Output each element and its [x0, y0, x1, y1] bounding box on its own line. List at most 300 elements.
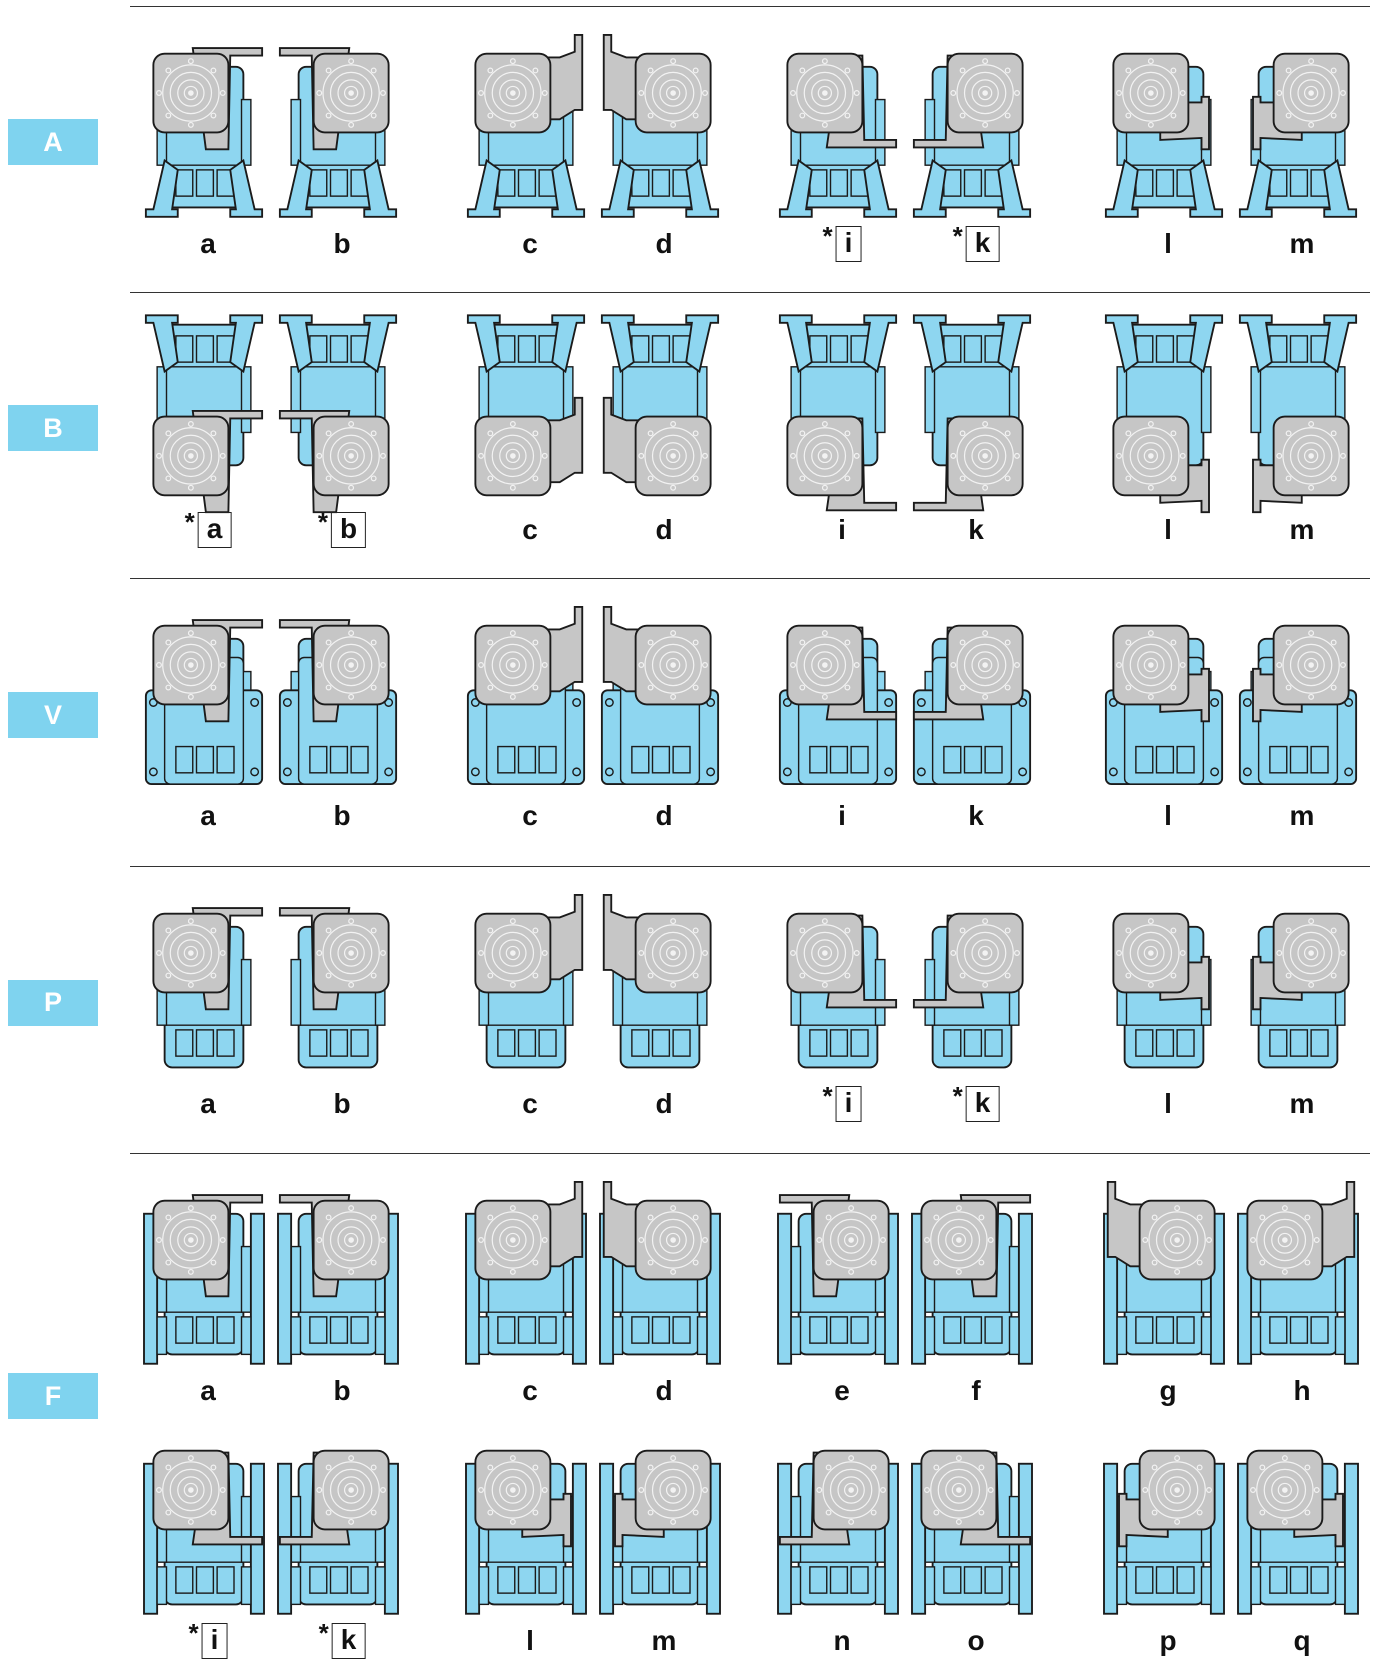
- bolt-hole: [472, 768, 480, 776]
- position-label: [833, 1621, 850, 1661]
- gearbox-unit-b: [278, 314, 398, 504]
- position-letter: m: [1289, 514, 1315, 545]
- section-badge: B: [8, 405, 98, 451]
- position-letter: h: [1293, 1375, 1311, 1406]
- housing-window: [632, 1030, 649, 1056]
- bolt-hole: [1345, 768, 1353, 776]
- housing-window: [831, 747, 848, 773]
- position-label: [1159, 1621, 1176, 1661]
- housing-rib: [876, 367, 885, 433]
- housing-window: [1270, 1567, 1287, 1593]
- housing-rib: [242, 367, 251, 433]
- housing-window: [331, 336, 348, 362]
- gearbox-unit-c: [466, 600, 586, 790]
- position-label: [522, 1371, 538, 1411]
- housing-window: [810, 1567, 827, 1593]
- position-label: [1293, 1621, 1310, 1661]
- position-label: [318, 1617, 366, 1661]
- housing-window: [965, 170, 982, 196]
- section-badge: P: [8, 980, 98, 1026]
- mounting-foot: [914, 315, 946, 371]
- position-label: [184, 506, 232, 550]
- position-label: [838, 510, 846, 550]
- position-label: [655, 1084, 672, 1124]
- position-label: [317, 506, 366, 550]
- position-letter: d: [655, 514, 673, 545]
- mounting-foot: [780, 161, 812, 217]
- gearbox-unit-i: [778, 28, 898, 218]
- gearbox-unit-q: [1238, 1425, 1358, 1615]
- position-letter: i: [202, 1623, 228, 1659]
- gearbox-unit-m: [1238, 314, 1358, 504]
- housing-window: [673, 1567, 690, 1593]
- position-label: [652, 1621, 677, 1661]
- housing-window: [539, 1030, 556, 1056]
- housing-window: [197, 170, 214, 196]
- bolt-hole: [1110, 768, 1118, 776]
- housing-window: [1270, 336, 1287, 362]
- gearbox-unit-i: [778, 888, 898, 1078]
- housing-window: [1157, 336, 1174, 362]
- position-letter: m: [1289, 800, 1315, 831]
- housing-rib: [291, 960, 300, 1026]
- bolt-hole: [573, 699, 581, 707]
- housing-window: [831, 1317, 848, 1343]
- position-letter: c: [522, 1375, 538, 1406]
- position-label: [967, 1621, 984, 1661]
- position-letter: i: [838, 514, 846, 545]
- housing-window: [310, 1567, 327, 1593]
- housing-window: [1311, 747, 1328, 773]
- gearbox-unit-k: [912, 888, 1032, 1078]
- position-letter: b: [333, 800, 351, 831]
- mounting-foot: [1190, 161, 1222, 217]
- position-label: [655, 1371, 672, 1411]
- gearbox-unit-c: [466, 28, 586, 218]
- gearbox-unit-b: [278, 1175, 398, 1365]
- gearbox-unit-b: [278, 600, 398, 790]
- gearbox-unit-f: [912, 1175, 1032, 1365]
- housing-window: [1291, 336, 1308, 362]
- bolt-hole: [251, 768, 259, 776]
- housing-window: [1311, 1317, 1328, 1343]
- gearbox-unit-i: [144, 1425, 264, 1615]
- gearbox-unit-m: [1238, 28, 1358, 218]
- gearbox-unit-k: [912, 28, 1032, 218]
- housing-window: [653, 1567, 670, 1593]
- gearbox-unit-l: [466, 1425, 586, 1615]
- position-label: [1159, 1371, 1176, 1411]
- housing-window: [498, 1567, 515, 1593]
- side-flange: [573, 1464, 586, 1614]
- position-label: [522, 1084, 538, 1124]
- housing-window: [351, 1567, 368, 1593]
- housing-window: [1157, 1567, 1174, 1593]
- position-label: [968, 796, 984, 836]
- housing-window: [1177, 1030, 1194, 1056]
- housing-window: [831, 336, 848, 362]
- section-divider: [130, 6, 1370, 7]
- housing-rib: [291, 100, 300, 166]
- housing-window: [831, 170, 848, 196]
- bolt-hole: [606, 699, 614, 707]
- section-divider: [130, 292, 1370, 293]
- bolt-hole: [918, 699, 926, 707]
- position-letter: q: [1293, 1625, 1311, 1656]
- housing-window: [539, 1567, 556, 1593]
- housing-window: [519, 747, 536, 773]
- housing-window: [519, 1030, 536, 1056]
- housing-window: [498, 747, 515, 773]
- position-label: [971, 1371, 980, 1411]
- housing-window: [1270, 1030, 1287, 1056]
- mounting-foot: [1324, 161, 1356, 217]
- position-letter: k: [332, 1623, 366, 1659]
- housing-window: [310, 747, 327, 773]
- gearbox-unit-d: [600, 314, 720, 504]
- bolt-hole: [385, 768, 393, 776]
- gearbox-unit-a: [144, 314, 264, 504]
- housing-window: [217, 747, 234, 773]
- housing-window: [176, 170, 193, 196]
- bolt-hole: [1244, 699, 1252, 707]
- housing-window: [944, 747, 961, 773]
- position-letter: k: [966, 1086, 1000, 1122]
- position-label: [1290, 510, 1315, 550]
- asterisk-marker: *: [952, 220, 963, 251]
- housing-window: [965, 747, 982, 773]
- housing-window: [1291, 747, 1308, 773]
- position-letter: b: [331, 512, 366, 548]
- housing-rib: [876, 960, 885, 1026]
- position-letter: m: [1289, 228, 1315, 259]
- housing-window: [351, 1030, 368, 1056]
- housing-window: [1136, 1317, 1153, 1343]
- position-letter: o: [967, 1625, 985, 1656]
- housing-window: [810, 747, 827, 773]
- housing-window: [519, 1567, 536, 1593]
- position-letter: a: [200, 1088, 216, 1119]
- gearbox-unit-l: [1104, 888, 1224, 1078]
- position-letter: a: [198, 512, 232, 548]
- position-letter: l: [1164, 800, 1172, 831]
- mounting-foot: [230, 315, 262, 371]
- asterisk-marker: *: [317, 506, 329, 537]
- housing-window: [310, 170, 327, 196]
- position-label: [200, 1084, 216, 1124]
- mounting-foot: [1106, 161, 1138, 217]
- housing-rib: [1251, 367, 1260, 433]
- housing-window: [1157, 170, 1174, 196]
- housing-window: [1157, 1030, 1174, 1056]
- section-badge: V: [8, 692, 98, 738]
- housing-window: [1157, 1317, 1174, 1343]
- gearbox-unit-d: [600, 1175, 720, 1365]
- bolt-hole: [1211, 699, 1219, 707]
- gearbox-unit-a: [144, 28, 264, 218]
- housing-window: [810, 170, 827, 196]
- housing-window: [965, 1317, 982, 1343]
- bolt-hole: [707, 768, 715, 776]
- mounting-foot: [864, 161, 896, 217]
- position-letter: l: [1164, 514, 1172, 545]
- position-letter: d: [655, 1088, 673, 1119]
- gearbox-unit-m: [1238, 600, 1358, 790]
- gearbox-unit-l: [1104, 314, 1224, 504]
- position-letter: i: [838, 800, 846, 831]
- housing-window: [197, 1567, 214, 1593]
- position-letter: c: [522, 228, 538, 259]
- position-label: [655, 796, 672, 836]
- gearbox-unit-a: [144, 1175, 264, 1365]
- housing-window: [1136, 1030, 1153, 1056]
- housing-rib: [291, 1247, 300, 1313]
- position-letter: a: [200, 1375, 216, 1406]
- mounting-foot: [1240, 161, 1272, 217]
- mounting-foot: [998, 315, 1030, 371]
- bolt-hole: [918, 768, 926, 776]
- section-badge: A: [8, 119, 98, 165]
- gearbox-unit-h: [1238, 1175, 1358, 1365]
- bolt-hole: [1244, 768, 1252, 776]
- asterisk-marker: *: [822, 1080, 833, 1111]
- housing-window: [944, 1317, 961, 1343]
- position-label: [200, 1371, 216, 1411]
- housing-window: [1177, 1567, 1194, 1593]
- housing-window: [673, 1317, 690, 1343]
- position-label: [655, 224, 672, 264]
- housing-window: [965, 1030, 982, 1056]
- mounting-foot: [468, 315, 500, 371]
- housing-window: [1291, 1317, 1308, 1343]
- housing-window: [519, 1317, 536, 1343]
- housing-window: [1136, 747, 1153, 773]
- housing-window: [653, 1030, 670, 1056]
- side-flange: [1345, 1464, 1358, 1614]
- housing-rib: [925, 960, 934, 1026]
- position-label: [522, 510, 538, 550]
- position-label: [333, 1084, 350, 1124]
- housing-window: [176, 1567, 193, 1593]
- housing-window: [310, 336, 327, 362]
- housing-window: [1270, 747, 1287, 773]
- bolt-hole: [284, 768, 292, 776]
- position-letter: k: [968, 800, 984, 831]
- position-letter: p: [1159, 1625, 1177, 1656]
- position-letter: n: [833, 1625, 851, 1656]
- housing-window: [1157, 747, 1174, 773]
- gearbox-unit-e: [778, 1175, 898, 1365]
- position-label: [333, 1371, 350, 1411]
- gearbox-unit-k: [912, 314, 1032, 504]
- gearbox-unit-l: [1104, 600, 1224, 790]
- side-flange: [1104, 1464, 1117, 1614]
- housing-window: [810, 336, 827, 362]
- housing-window: [217, 1317, 234, 1343]
- housing-window: [197, 747, 214, 773]
- housing-window: [331, 1030, 348, 1056]
- housing-window: [632, 1567, 649, 1593]
- housing-window: [653, 170, 670, 196]
- housing-rib: [242, 1497, 251, 1563]
- housing-window: [331, 1317, 348, 1343]
- housing-window: [851, 1030, 868, 1056]
- housing-rib: [242, 1247, 251, 1313]
- gearbox-unit-d: [600, 888, 720, 1078]
- housing-window: [1291, 1030, 1308, 1056]
- position-label: [1164, 224, 1172, 264]
- position-letter: d: [655, 1375, 673, 1406]
- housing-rib: [1010, 1497, 1019, 1563]
- mounting-foot: [552, 315, 584, 371]
- gearbox-unit-k: [278, 1425, 398, 1615]
- asterisk-marker: *: [952, 1080, 963, 1111]
- position-letter: f: [971, 1375, 981, 1406]
- asterisk-marker: *: [822, 220, 833, 251]
- position-label: [1290, 224, 1315, 264]
- mounting-foot: [686, 315, 718, 371]
- position-label: [1164, 796, 1172, 836]
- gearbox-unit-m: [600, 1425, 720, 1615]
- gearbox-unit-m: [1238, 888, 1358, 1078]
- mounting-foot: [230, 161, 262, 217]
- housing-window: [498, 1030, 515, 1056]
- housing-window: [176, 747, 193, 773]
- housing-window: [331, 170, 348, 196]
- housing-window: [197, 1317, 214, 1343]
- position-letter: g: [1159, 1375, 1177, 1406]
- housing-window: [217, 1567, 234, 1593]
- position-letter: k: [966, 226, 1000, 262]
- housing-rib: [242, 100, 251, 166]
- asterisk-marker: *: [318, 1617, 329, 1648]
- position-label: [822, 1080, 862, 1124]
- side-flange: [778, 1214, 791, 1364]
- housing-window: [1311, 1030, 1328, 1056]
- bolt-hole: [1211, 768, 1219, 776]
- housing-window: [519, 336, 536, 362]
- position-letter: c: [522, 514, 538, 545]
- housing-window: [985, 1030, 1002, 1056]
- housing-window: [653, 336, 670, 362]
- gearbox-unit-i: [778, 600, 898, 790]
- housing-window: [351, 747, 368, 773]
- bolt-hole: [885, 699, 893, 707]
- housing-window: [653, 1317, 670, 1343]
- mounting-foot: [1324, 315, 1356, 371]
- housing-rib: [925, 100, 934, 166]
- mounting-foot: [468, 161, 500, 217]
- housing-window: [831, 1567, 848, 1593]
- housing-window: [498, 170, 515, 196]
- gearbox-unit-c: [466, 314, 586, 504]
- position-label: [522, 224, 538, 264]
- gearbox-unit-a: [144, 888, 264, 1078]
- housing-window: [851, 1567, 868, 1593]
- position-letter: i: [836, 1086, 862, 1122]
- housing-window: [632, 1317, 649, 1343]
- position-label: [1290, 1084, 1315, 1124]
- position-label: [188, 1617, 228, 1661]
- position-letter: b: [333, 1375, 351, 1406]
- position-label: [952, 220, 1000, 264]
- mounting-foot: [364, 161, 396, 217]
- position-letter: m: [1289, 1088, 1315, 1119]
- position-letter: a: [200, 228, 216, 259]
- housing-rib: [791, 1497, 800, 1563]
- asterisk-marker: *: [188, 1617, 199, 1648]
- position-label: [1164, 1084, 1172, 1124]
- housing-window: [965, 336, 982, 362]
- housing-window: [1177, 747, 1194, 773]
- gearbox-unit-o: [912, 1425, 1032, 1615]
- housing-window: [851, 747, 868, 773]
- bolt-hole: [251, 699, 259, 707]
- section-divider: [130, 578, 1370, 579]
- housing-window: [176, 1030, 193, 1056]
- position-letter: b: [333, 228, 351, 259]
- housing-window: [985, 1567, 1002, 1593]
- housing-window: [632, 170, 649, 196]
- position-label: [1290, 796, 1315, 836]
- bolt-hole: [885, 768, 893, 776]
- housing-rib: [925, 367, 934, 433]
- housing-window: [944, 170, 961, 196]
- position-label: [1293, 1371, 1310, 1411]
- position-label: [655, 510, 672, 550]
- housing-window: [632, 336, 649, 362]
- gearbox-unit-d: [600, 600, 720, 790]
- mounting-foot: [602, 315, 634, 371]
- gearbox-unit-g: [1104, 1175, 1224, 1365]
- position-label: [968, 510, 984, 550]
- housing-window: [519, 170, 536, 196]
- housing-window: [197, 336, 214, 362]
- housing-window: [1270, 1317, 1287, 1343]
- housing-window: [985, 747, 1002, 773]
- housing-window: [176, 336, 193, 362]
- housing-rib: [242, 960, 251, 1026]
- gearbox-unit-k: [912, 600, 1032, 790]
- housing-window: [965, 1567, 982, 1593]
- housing-rib: [291, 367, 300, 433]
- gearbox-unit-c: [466, 888, 586, 1078]
- mounting-foot: [364, 315, 396, 371]
- side-flange: [251, 1214, 264, 1364]
- housing-window: [310, 1030, 327, 1056]
- gearbox-unit-b: [278, 888, 398, 1078]
- bolt-hole: [150, 768, 158, 776]
- position-label: [200, 796, 216, 836]
- mounting-foot: [280, 161, 312, 217]
- housing-window: [1136, 170, 1153, 196]
- housing-window: [810, 1030, 827, 1056]
- housing-window: [1311, 1567, 1328, 1593]
- position-letter: a: [200, 800, 216, 831]
- housing-window: [351, 1317, 368, 1343]
- gearbox-unit-i: [778, 314, 898, 504]
- gearbox-unit-b: [278, 28, 398, 218]
- mounting-foot: [1240, 315, 1272, 371]
- housing-window: [498, 1317, 515, 1343]
- housing-window: [632, 747, 649, 773]
- bolt-hole: [573, 768, 581, 776]
- position-label: [952, 1080, 1000, 1124]
- bolt-hole: [606, 768, 614, 776]
- housing-window: [944, 1030, 961, 1056]
- position-letter: i: [836, 226, 862, 262]
- mounting-foot: [602, 161, 634, 217]
